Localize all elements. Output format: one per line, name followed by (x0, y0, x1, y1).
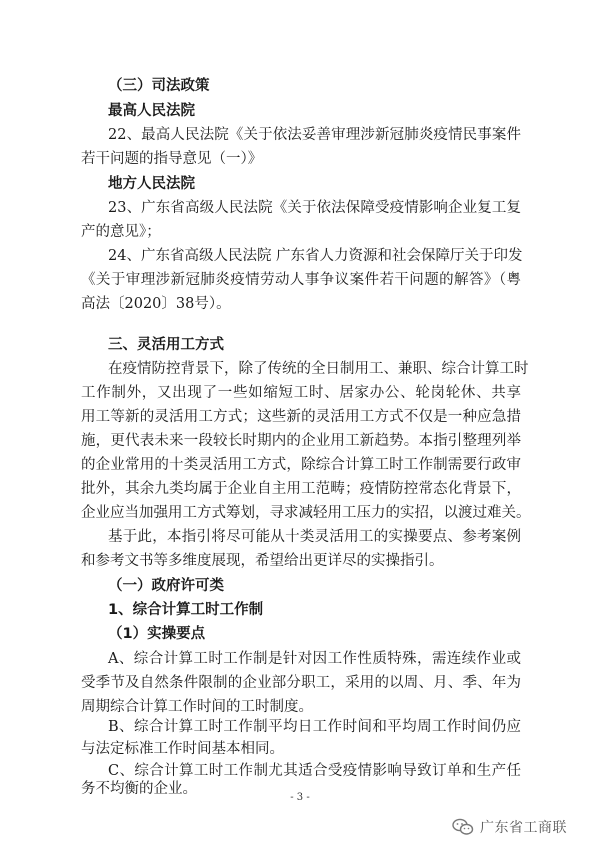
text-line: B、综合计算工时工作制平均日工作时间和平均周工作时间仍应 (108, 719, 521, 735)
text-line: 《关于审理涉新冠肺炎疫情劳动人事争议案件若干问题的解答》（粤 (81, 272, 521, 288)
text-line: 23、广东省高级人民法院《关于依法保障受疫情影响企业复工复 (108, 200, 521, 216)
watermark (452, 816, 594, 838)
text-line: 与法定标准工作时间基本相同。 (81, 741, 284, 757)
section-heading-judicial: （三）司法政策 (108, 78, 210, 94)
text-line: A、综合计算工时工作制是针对因工作性质特殊，需连续作业或 (108, 651, 521, 667)
subheading-local-court: 地方人民法院 (108, 176, 195, 192)
text-line: 高法〔2020〕38号）。 (81, 296, 231, 312)
text-line: 周期综合计算工作时间的工时制度。 (81, 699, 313, 715)
text-line: 22、最高人民法院《关于依法妥善审理涉新冠肺炎疫情民事案件 (108, 127, 521, 143)
text-line: 用工等新的灵活用工方式；这些新的灵活用工方式不仅是一种应急措 (81, 409, 521, 425)
text-line: 企业应当加强用工方式筹划，寻求减轻用工压力的实招，以渡过难关。 (81, 505, 531, 521)
watermark-text: 广东省工商联 (480, 820, 567, 836)
text-line: 产的意见》； (81, 224, 161, 240)
text-line: 务不均衡的企业。 (81, 781, 197, 797)
text-line: 施，更代表未来一段较长时期内的企业用工新趋势。本指引整理列举 (81, 433, 521, 449)
subheading-comprehensive-hours: 1、综合计算工时工作制 (108, 602, 264, 618)
text-line: 受季节及自然条件限制的企业部分职工，采用的以周、月、季、年为 (81, 675, 521, 691)
text-line: 的企业常用的十类灵活用工方式，除综合计算工时工作制需要行政审 (81, 457, 521, 473)
wechat-icon (452, 818, 474, 836)
text-line: 若干问题的指导意见（一）》 (81, 151, 263, 167)
text-line: 24、广东省高级人民法院 广东省人力资源和社会保障厅关于印发 (108, 248, 523, 264)
subheading-key-points: （1）实操要点 (108, 626, 206, 642)
page-number: - 3 - (290, 792, 310, 803)
section-heading-flexible: 三、灵活用工方式 (108, 337, 224, 353)
text-line: C、综合计算工时工作制尤其适合受疫情影响导致订单和生产任 (108, 763, 521, 779)
subheading-supreme-court: 最高人民法院 (108, 103, 195, 119)
text-line: 基于此，本指引将尽可能从十类灵活用工的实操要点、参考案例 (108, 529, 521, 545)
text-line: 批外，其余九类均属于企业自主用工范畴；疫情防控常态化背景下， (81, 481, 521, 497)
subheading-government-permit: （一）政府许可类 (108, 578, 224, 594)
text-line: 在疫情防控背景下，除了传统的全日制用工、兼职、综合计算工时 (108, 361, 529, 377)
text-line: 和参考文书等多维度展现，希望给出更详尽的实操指引。 (81, 553, 444, 569)
text-line: 工作制外，又出现了一些如缩短工时、居家办公、轮岗轮休、共享 (81, 385, 521, 401)
